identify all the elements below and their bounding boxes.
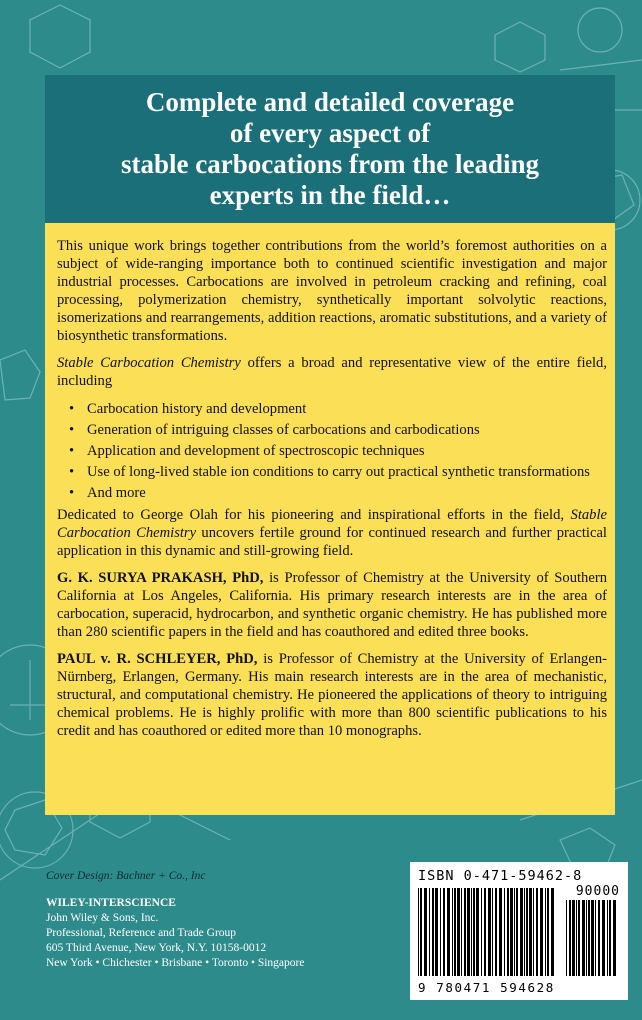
barcode-bar [526,888,528,976]
barcode-bar [547,888,549,976]
description-panel [45,223,615,815]
isbn-barcode [410,862,628,1000]
barcode-bar [420,888,422,976]
headline-banner [45,75,615,223]
barcode-bar [492,888,493,976]
barcode-bar [495,888,497,976]
barcode-bar [461,888,462,976]
barcode-bar [533,888,534,976]
ring-left-mid [0,350,40,400]
barcode-bar [576,900,577,976]
barcode-bar [471,888,472,976]
list-item: • Use of long-lived stable ion conditions to carry out practical synthetic transformations [69,463,607,481]
barcode-bar [476,888,479,976]
list-item: • Application and development of spectroscopic techniques [69,442,607,460]
dedication-text-end: uncovers fertile ground for continued research and further practical application in this dynamic and still-growing field. [57,525,607,559]
barcode-bar [473,888,475,976]
overview-paragraph [57,354,607,390]
headline-line-2: of every aspect of [229,118,431,148]
publisher-imprint: WILEY-INTERSCIENCE [46,897,176,909]
barcode-bar [435,888,438,976]
barcode-bar [591,900,594,976]
barcode-bar [572,900,575,976]
cyclopentyl-ring-topright [578,8,622,52]
overview-text: offers a broad and representative view of the entire field, including [57,355,607,389]
barcode-bar [499,888,502,976]
headline-line-1: Complete and detailed coverage [145,87,515,117]
barcode-bar [481,888,482,976]
barcode-bar [467,888,470,976]
author-bio-text: is Professor of Chemistry at the University of Erlangen-Nürnberg, Erlangen, Germany. His main research interests are in the area of mechanistic, structural, and computational chemistry. He pioneered the applications of theory to intriguing chemical problems. He is highly prolific with more than 800 scientific publications to his credit and has coauthored or edited more than 10 monographs. [57,651,607,739]
barcode-bar [586,900,587,976]
barcode-bar [424,888,427,976]
isbn-number: ISBN 0-471-59462-8 [418,868,583,884]
author-bio-prakash [57,569,607,641]
price-code: 90000 [575,884,620,899]
publisher-line: Professional, Reference and Trade Group [46,927,237,939]
list-item: • Generation of intriguing classes of carbocations and carbodications [69,421,607,439]
barcode-bar [529,888,532,976]
publisher-line: John Wiley & Sons, Inc. [46,912,159,924]
publisher-block [46,896,304,971]
barcode-bar [540,888,543,976]
barcode-bar [457,888,460,976]
barcode-bar [464,888,466,976]
barcode-bar [507,888,509,976]
barcode-bar [566,900,567,976]
barcode-bar [488,888,491,976]
dedication-text: Dedicated to George Olah for his pioneering and inspirational efforts in the field, [57,507,571,523]
barcode-bar [602,900,605,976]
barcode-bar [598,900,600,976]
barcode-bar [452,888,453,976]
cover-design-credit: Cover Design: Bachner + Co., Inc [46,870,206,882]
barcode-bar [432,888,434,976]
barcode-bar [569,900,571,976]
barcode-bar [510,888,513,976]
book-title-italic: Stable Carbocation Chemistry [57,507,607,541]
barcode-bar [418,888,419,976]
headline-line-3: stable carbocations from the leading [121,149,539,179]
publisher-line: New York • Chichester • Brisbane • Toronto • Singapore [46,957,305,969]
intro-paragraph: This unique work brings together contributions from the world’s foremost authorities on a subject of wide-ranging importance both to continued scientific investigation and major industrial processes. Carbocations are involved in petroleum cracking and refining, coal processing, polymerization chemistry, synthetically important solvolytic reactions, isomerizations and rearrangements, addition reactions, aromatic substitutions, and a variety of biosynthetic transformations. [57,238,607,344]
headline-line-4: experts in the field… [209,180,451,210]
author-bio-schleyer [57,650,607,740]
hexagon-ring-topleft [30,5,90,68]
list-item: • And more [69,484,607,502]
barcode-bar [536,888,538,976]
barcode-bar [607,900,608,976]
barcode-bar [595,900,596,976]
barcode-bar [551,888,554,976]
ean-number: 9 780471 594628 [418,980,555,995]
dedication-paragraph [57,506,607,560]
list-item: • Carbocation history and development [69,400,607,418]
author-name: G. K. SURYA PRAKASH, PhD, [57,570,264,586]
author-name: PAUL v. R. SCHLEYER, PhD, [57,651,258,667]
barcode-bar [443,888,445,976]
ean-bars [418,888,558,976]
barcode-bar [514,888,515,976]
book-title-italic: Stable Carbocation Chemistry [57,355,241,371]
barcode-bar [545,888,546,976]
hexagon-ring-topright [495,22,545,72]
author-bio-text: is Professor of Chemistry at the University of Southern California at Los Angeles, California. His primary research interests are in the area of carbocation, superacid, hydrocarbon, and synthetic organic chemistry. He has published more than 280 scientific papers in the field and has coauthored and edited three books. [57,570,607,640]
barcode-bar [588,900,590,976]
barcode-bar [516,888,518,976]
barcode-bar [578,900,580,976]
barcode-bar [440,888,441,976]
barcode-bar [454,888,456,976]
feature-list [69,400,607,502]
price-bars [566,900,618,976]
barcode-bar [520,888,523,976]
barcode-bar [447,888,450,976]
publisher-line: 605 Third Avenue, New York, N.Y. 10158-0012 [46,942,267,954]
barcode-bar [609,900,611,976]
barcode-bar [484,888,486,976]
barcode-bar [504,888,505,976]
barcode-bar [524,888,525,976]
barcode-bar [429,888,430,976]
barcode-bar [613,900,616,976]
barcode-bar [582,900,585,976]
